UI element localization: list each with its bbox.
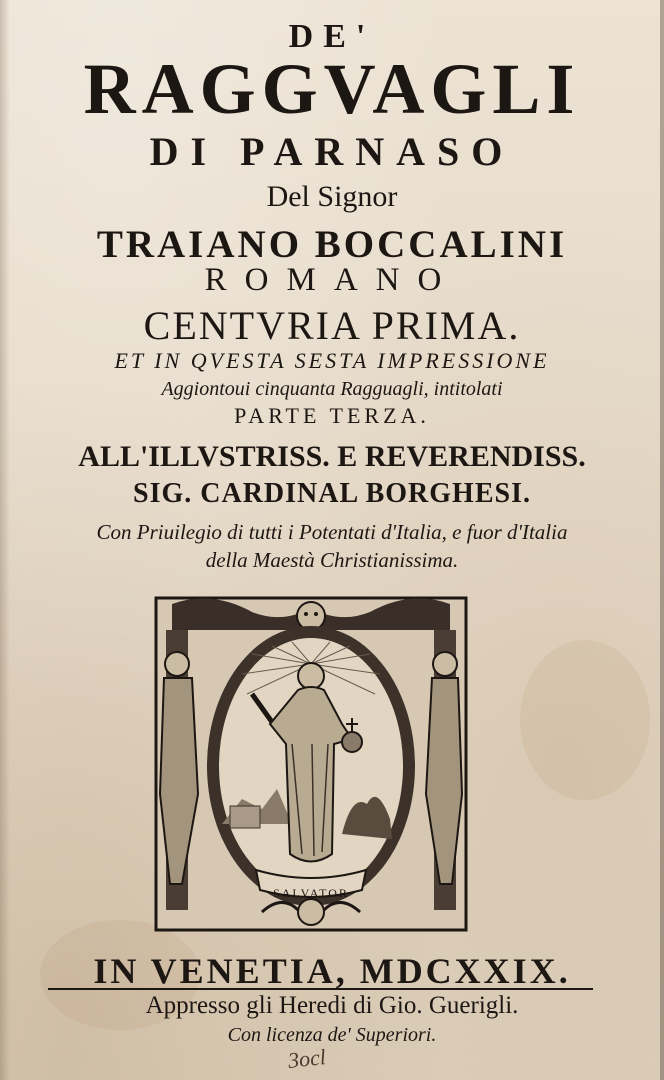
imprint-rule <box>48 988 593 990</box>
title-main: RAGGVAGLI <box>83 49 581 129</box>
part-title: PARTE TERZA. <box>234 403 430 428</box>
additions-note: Aggiontoui cinquanta Ragguagli, intitolati <box>161 378 503 400</box>
author-prefix: Del Signor <box>266 180 398 213</box>
woodcut-inscription: SALVATOR <box>273 886 349 900</box>
imprint-printer: Appresso gli Heredi di Gio. Guerigli. <box>145 992 519 1019</box>
privilege-line-1: Con Priuilegio di tutti i Potentati d'Italia, e fuor d'Italia <box>96 520 568 544</box>
title-subject: DI PARNASO <box>149 129 515 174</box>
paper-stain <box>520 640 650 800</box>
author-origin: ROMANO <box>204 262 460 298</box>
volume-title: CENTVRIA PRIMA. <box>143 303 521 348</box>
imprint-place-date: IN VENETIA, MDCXXIX. <box>93 951 571 991</box>
handwritten-note: 3ocl <box>286 1044 328 1073</box>
imprint-license: Con licenza de' Superiori. <box>227 1024 437 1046</box>
title-article: DE' <box>288 18 376 55</box>
woodcut-illustration <box>152 594 470 934</box>
edition-statement: ET IN QVESTA SESTA IMPRESSIONE <box>114 348 550 373</box>
dedication-line-2: SIG. CARDINAL BORGHESI. <box>133 478 531 509</box>
dedication-line-1: ALL'ILLVSTRISS. E REVERENDISS. <box>78 440 586 473</box>
author-name: TRAIANO BOCCALINI <box>96 223 568 266</box>
privilege-line-2: della Maestà Christianissima. <box>205 548 459 572</box>
